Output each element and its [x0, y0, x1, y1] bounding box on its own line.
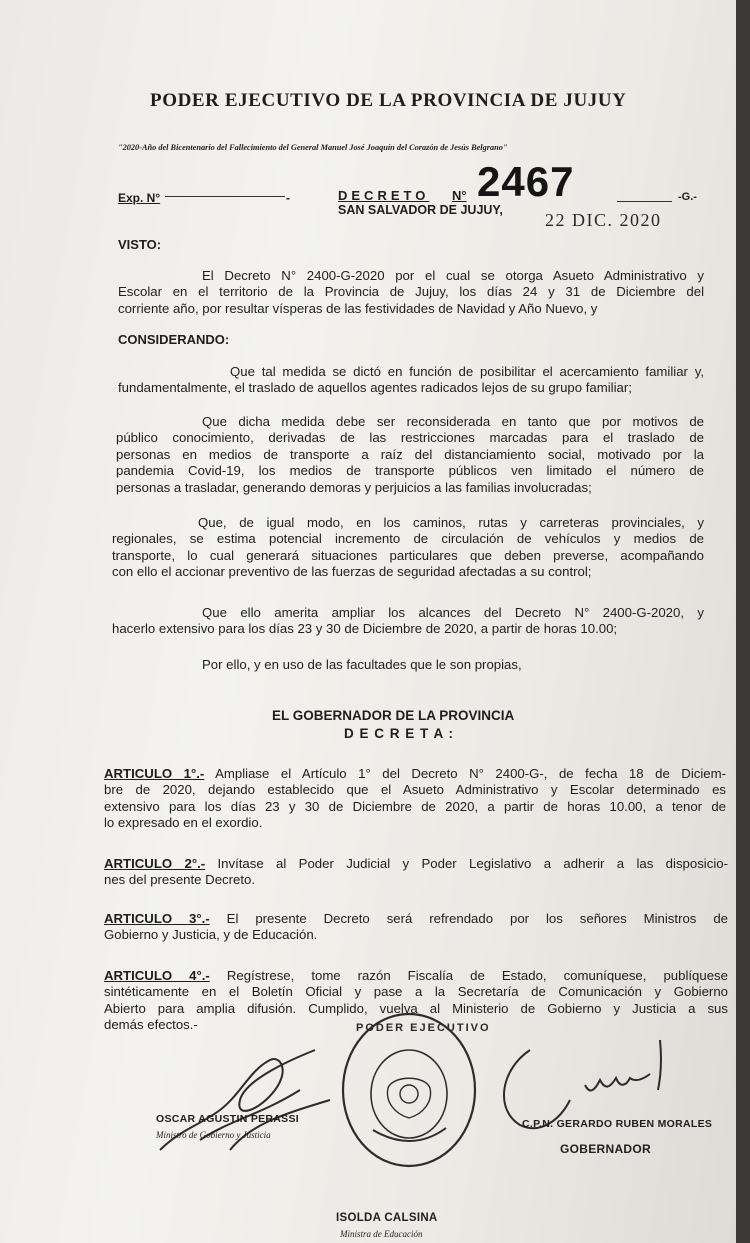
paragraph-line: Que, de igual modo, en los caminos, rutas y carreteras provinciales, y [198, 515, 704, 530]
article-line: demás efectos.- [104, 1017, 198, 1033]
visto-paragraph [118, 268, 704, 317]
article-title: ARTICULO 3°.- [104, 911, 210, 926]
article-line: bre de 2020, dejando establecido que el Asueto Administrativo y Escolar determinado es [104, 782, 726, 798]
signer-bottom-role: Ministra de Educación [340, 1229, 423, 1239]
considerando-paragraph-1 [118, 364, 704, 397]
signer-bottom-name: ISOLDA CALSINA [336, 1212, 438, 1224]
visto-line: Escolar en el territorio de la Provincia de Jujuy, los días 24 y 31 de Diciembre del [118, 284, 704, 300]
article-2 [104, 856, 728, 889]
signer-left-name: OSCAR AGUSTIN PERASSI [156, 1113, 300, 1125]
por-ello-line: Por ello, y en uso de las facultades que le son propias, [202, 657, 522, 672]
signature-left-scribble [140, 1030, 360, 1160]
signer-right-name: C.P.N. GERARDO RUBEN MORALES [522, 1118, 713, 1130]
paragraph-line: regionales, se estima potencial incremento de circulación de vehículos y medios de [112, 531, 704, 547]
article-3 [104, 911, 728, 944]
article-text: Ampliase el Artículo 1° del Decreto N° 2400-G-, de fecha 18 de Diciem- [215, 766, 726, 781]
paragraph-line: personas a trasladar, generando demoras y perjuicios a las familias involucradas; [116, 479, 592, 495]
number-label: N° [452, 188, 467, 203]
paragraph-line: fundamentalmente, el traslado de aquellos agentes radicados lejos de su grupo familiar; [118, 380, 632, 396]
visto-label: VISTO: [118, 237, 162, 252]
gobernador-heading: EL GOBERNADOR DE LA PROVINCIA [272, 708, 515, 723]
visto-line: corriente año, por resultar vísperas de las festividades de Navidad y Año Nuevo, y [118, 300, 598, 316]
article-line: Gobierno y Justicia, y de Educación. [104, 927, 318, 943]
year-motto: "2020-Año del Bicentenario del Fallecimiento del General Manuel José Joaquín del Corazón de Jesús Belgrano" [118, 143, 508, 152]
article-title: ARTICULO 2°.- [104, 856, 206, 871]
decree-number: 2467 [477, 158, 575, 205]
article-line: lo expresado en el exordio. [104, 815, 263, 831]
paragraph-line: Que tal medida se dictó en función de posibilitar el acercamiento familiar y, [230, 364, 704, 379]
decreta-heading: D E C R E T A : [344, 726, 455, 741]
considerando-paragraph-2 [116, 414, 704, 496]
considerando-label: CONSIDERANDO: [118, 332, 230, 347]
article-1 [104, 766, 726, 832]
city-line: SAN SALVADOR DE JUJUY, [338, 203, 503, 217]
article-line: Abierto para amplia difusión. Cumplido, vuelva al Ministerio de Gobierno y Justicia a sus [104, 1000, 728, 1016]
paragraph-line: público conocimiento, derivadas de las restricciones marcadas para el traslado de [116, 430, 704, 446]
article-line: sintéticamente en el Boletín Oficial y pase a la Secretaría de Comunicación y Gobierno [104, 984, 728, 1000]
article-title: ARTICULO 1°.- [104, 766, 205, 781]
decreto-label: DECRETO [338, 188, 430, 203]
considerando-paragraph-3 [112, 515, 704, 581]
paragraph-line: hacerlo extensivo para los días 23 y 30 de Diciembre de 2020, a partir de horas 10.00; [112, 621, 618, 637]
paragraph-line: Que ello amerita ampliar los alcances del Decreto N° 2400-G-2020, y [202, 605, 704, 620]
article-title: ARTICULO 4°.- [104, 968, 210, 983]
exp-dash: - [286, 191, 290, 205]
signer-left-role: Ministro de Gobierno y Justicia [156, 1130, 271, 1140]
paragraph-line: personas en medios de transporte a raíz del distanciamiento social, motivado por la [116, 446, 704, 462]
document-heading: PODER EJECUTIVO DE LA PROVINCIA DE JUJUY [150, 90, 627, 111]
visto-line: El Decreto N° 2400-G-2020 por el cual se otorga Asueto Administrativo y [202, 268, 704, 283]
paragraph-line: con ello el accionar preventivo de las fuerzas de seguridad afectadas a su control; [112, 564, 592, 580]
exp-label: Exp. N° [118, 191, 161, 205]
signer-right-role: GOBERNADOR [560, 1142, 652, 1156]
decree-suffix: -G.- [678, 191, 697, 203]
considerando-paragraph-4 [112, 605, 704, 638]
article-line: nes del presente Decreto. [104, 872, 256, 888]
paragraph-line: Que dicha medida debe ser reconsiderada en tanto que por motivos de [202, 414, 704, 429]
official-seal [338, 1010, 480, 1170]
seal-text: PODER EJECUTIVO [356, 1022, 491, 1034]
paragraph-line: pandemia Covid-19, los medios de transporte públicos ven limitado el número de [116, 463, 704, 479]
article-text: Invítase al Poder Judicial y Poder Legislativo a adherir a las disposicio- [217, 856, 728, 871]
exp-blank-line [165, 196, 285, 197]
paragraph-line: transporte, lo cual generará situaciones particulares que deben preverse, acompañando [112, 547, 704, 563]
scan-edge [736, 0, 750, 1243]
article-text: Regístrese, tome razón Fiscalía de Estado, comuníquese, publíquese [226, 968, 728, 983]
date-stamp: 22 DIC. 2020 [545, 210, 662, 230]
article-text: El presente Decreto será refrendado por los señores Ministros de [226, 911, 728, 926]
article-line: extensivo para los días 23 y 30 de Diciembre de 2020, a partir de horas 10.00, a tenor de [104, 798, 726, 814]
number-underline [617, 201, 672, 202]
